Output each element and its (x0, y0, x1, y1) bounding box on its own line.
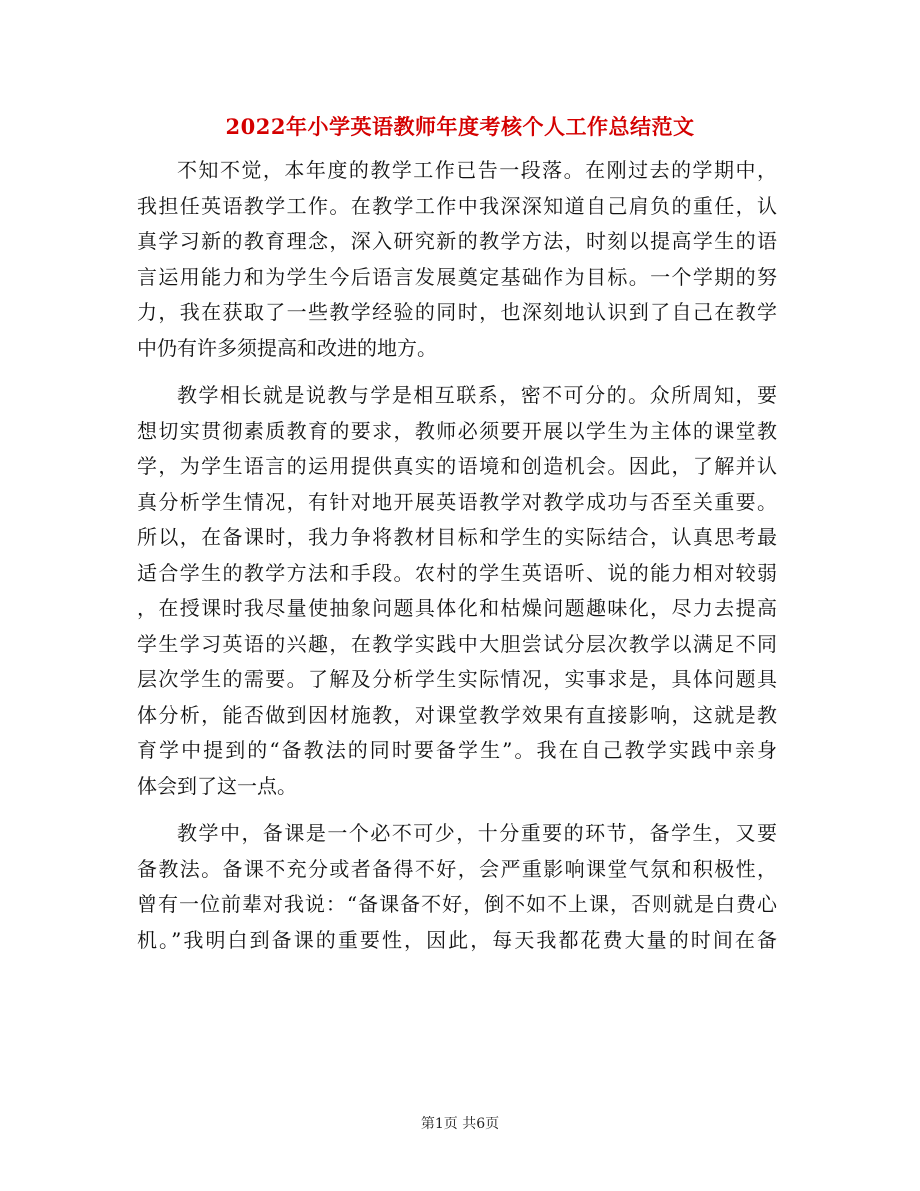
text-line: 教学中，备课是一个必不可少，十分重要的环节，备学生，又要 (177, 821, 777, 845)
text-line: 适合学生的教学方法和手段。农村的学生英语听、说的能力相对较弱 (137, 560, 777, 585)
page-number-footer: 第1页 共6页 (420, 1116, 500, 1132)
paragraph-2 (137, 378, 777, 804)
text-line: 体分析，能否做到因材施教，对课堂教学效果有直接影响，这就是教 (137, 702, 777, 727)
text-line: 机。”我明白到备课的重要性，因此，每天我都花费大量的时间在备 (137, 927, 777, 952)
text-line: 我担任英语教学工作。在教学工作中我深深知道自己肩负的重任，认 (137, 193, 777, 218)
text-line: 备教法。备课不充分或者备得不好，会严重影响课堂气氛和积极性， (137, 856, 777, 881)
text-line: 曾有一位前辈对我说：“备课备不好，倒不如不上课，否则就是白费心 (137, 892, 777, 916)
text-line: 体会到了这一点。 (137, 773, 297, 798)
text-line: 想切实贯彻素质教育的要求，教师必须要开展以学生为主体的课堂教 (137, 418, 777, 443)
paragraph-1 (137, 153, 777, 366)
text-line: 育学中提到的“备教法的同时要备学生”。我在自己教学实践中亲身 (137, 738, 777, 762)
text-line: 不知不觉，本年度的教学工作已告一段落。在刚过去的学期中， (177, 158, 777, 182)
text-line: 力，我在获取了一些教学经验的同时，也深刻地认识到了自己在教学 (137, 300, 777, 324)
text-line: ，在授课时我尽量使抽象问题具体化和枯燥问题趣味化，尽力去提高 (137, 596, 777, 620)
document-title: 2022年小学英语教师年度考核个人工作总结范文 (225, 114, 695, 139)
text-line: 真学习新的教育理念，深入研究新的教学方法，时刻以提高学生的语 (137, 229, 777, 253)
text-line: 真分析学生情况，有针对地开展英语教学对教学成功与否至关重要。 (137, 489, 777, 514)
paragraph-3 (137, 816, 777, 958)
text-line: 言运用能力和为学生今后语言发展奠定基础作为目标。一个学期的努 (137, 264, 777, 289)
document-body (137, 153, 777, 958)
text-line: 学生学习英语的兴趣，在教学实践中大胆尝试分层次教学以满足不同 (137, 631, 777, 656)
text-line: 学，为学生语言的运用提供真实的语境和创造机会。因此，了解并认 (137, 454, 777, 478)
text-line: 所以，在备课时，我力争将教材目标和学生的实际结合，认真思考最 (137, 525, 777, 549)
text-line: 层次学生的需要。了解及分析学生实际情况，实事求是，具体问题具 (137, 667, 777, 691)
text-line: 中仍有许多须提高和改进的地方。 (137, 335, 437, 360)
text-line: 教学相长就是说教与学是相互联系，密不可分的。众所周知，要 (177, 383, 777, 407)
